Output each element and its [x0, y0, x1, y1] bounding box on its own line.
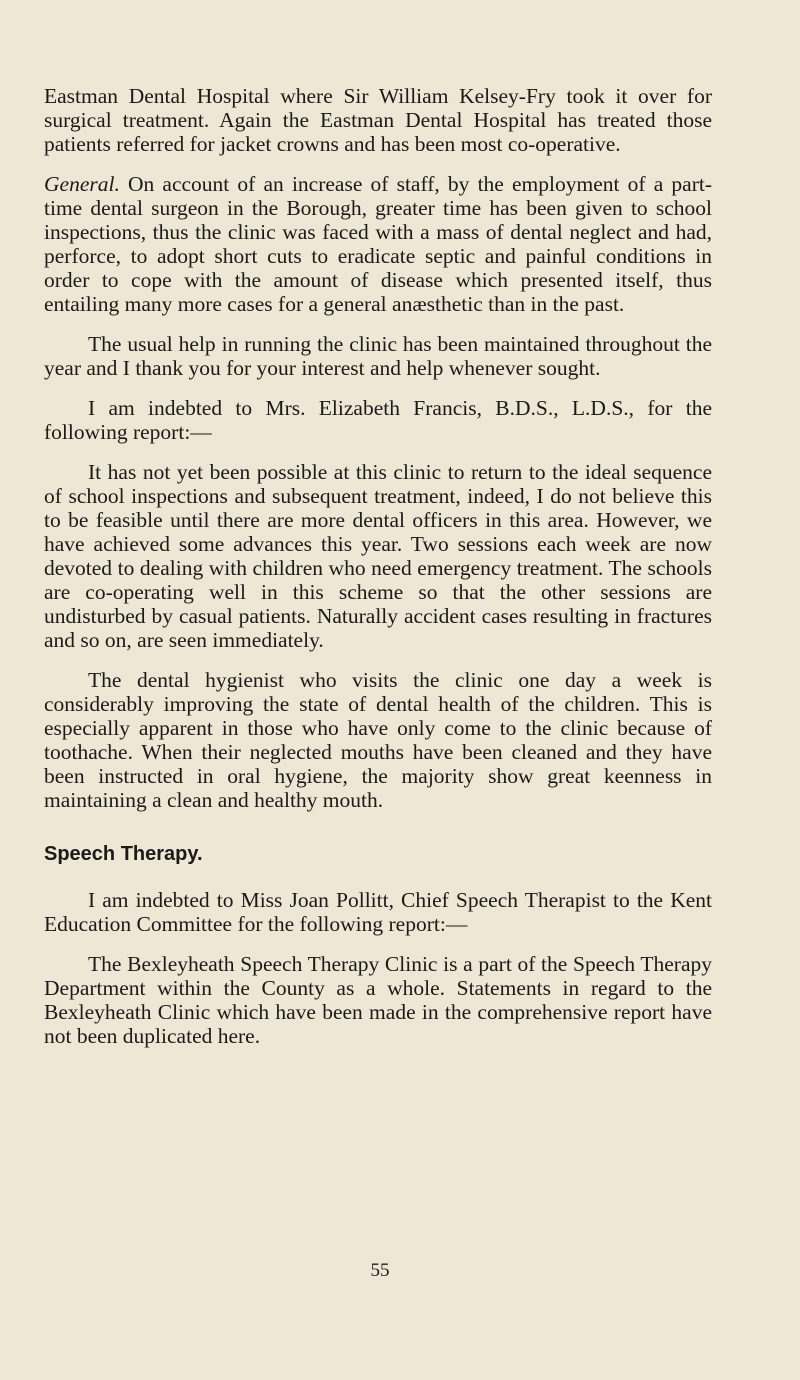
paragraph-usual-help: The usual help in running the clinic has been maintained throughout the year and I thank you for your interest and help whenever sought. — [44, 332, 712, 380]
body-text — [44, 84, 712, 1064]
page-number: 55 — [370, 1260, 390, 1281]
paragraph-indebted-francis: I am indebted to Mrs. Elizabeth Francis, B.D.S., L.D.S., for the following report:— — [44, 396, 712, 444]
general-body: On account of an increase of staff, by the employment of a part-time dental surgeon in the Borough, greater time has been given to school inspections, thus the clinic was faced with a mass of dental neglect and had, perforce, to adopt short cuts to eradicate septic and painful conditions in order to cope with the amount of disease which presented itself, thus entailing many more cases for a general anæsthetic than in the past. — [44, 172, 712, 316]
paragraph-bexleyheath: The Bexleyheath Speech Therapy Clinic is a part of the Speech Therapy Department within the County as a whole. Statements in regard to the Bexleyheath Clinic which have been made in the comprehensive report have not been duplicated here. — [44, 952, 712, 1048]
paragraph-indebted-pollitt: I am indebted to Miss Joan Pollitt, Chief Speech Therapist to the Kent Education Committee for the following report:— — [44, 888, 712, 936]
general-lead: General. — [44, 172, 120, 196]
paragraph-general — [44, 172, 712, 316]
paragraph-eastman: Eastman Dental Hospital where Sir William Kelsey-Fry took it over for surgical treatment. Again the Eastman Dental Hospital has treated those patients referred for jacket crowns and has been most co-operative. — [44, 84, 712, 156]
section-heading-speech-therapy: Speech Therapy. — [44, 843, 203, 865]
paragraph-report-sequence: It has not yet been possible at this clinic to return to the ideal sequence of school inspections and subsequent treatment, indeed, I do not believe this to be feasible until there are more dental officers in this area. However, we have achieved some advances this year. Two sessions each week are now devoted to dealing with children who need emergency treatment. The schools are co-operating well in this scheme so that the other sessions are undisturbed by casual patients. Naturally accident cases resulting in fractures and so on, are seen immediately. — [44, 460, 712, 652]
paragraph-hygienist: The dental hygienist who visits the clinic one day a week is considerably improving the state of dental health of the children. This is especially apparent in those who have only come to the clinic because of toothache. When their neglected mouths have been cleaned and they have been instructed in oral hygiene, the majority show great keenness in maintaining a clean and healthy mouth. — [44, 668, 712, 812]
